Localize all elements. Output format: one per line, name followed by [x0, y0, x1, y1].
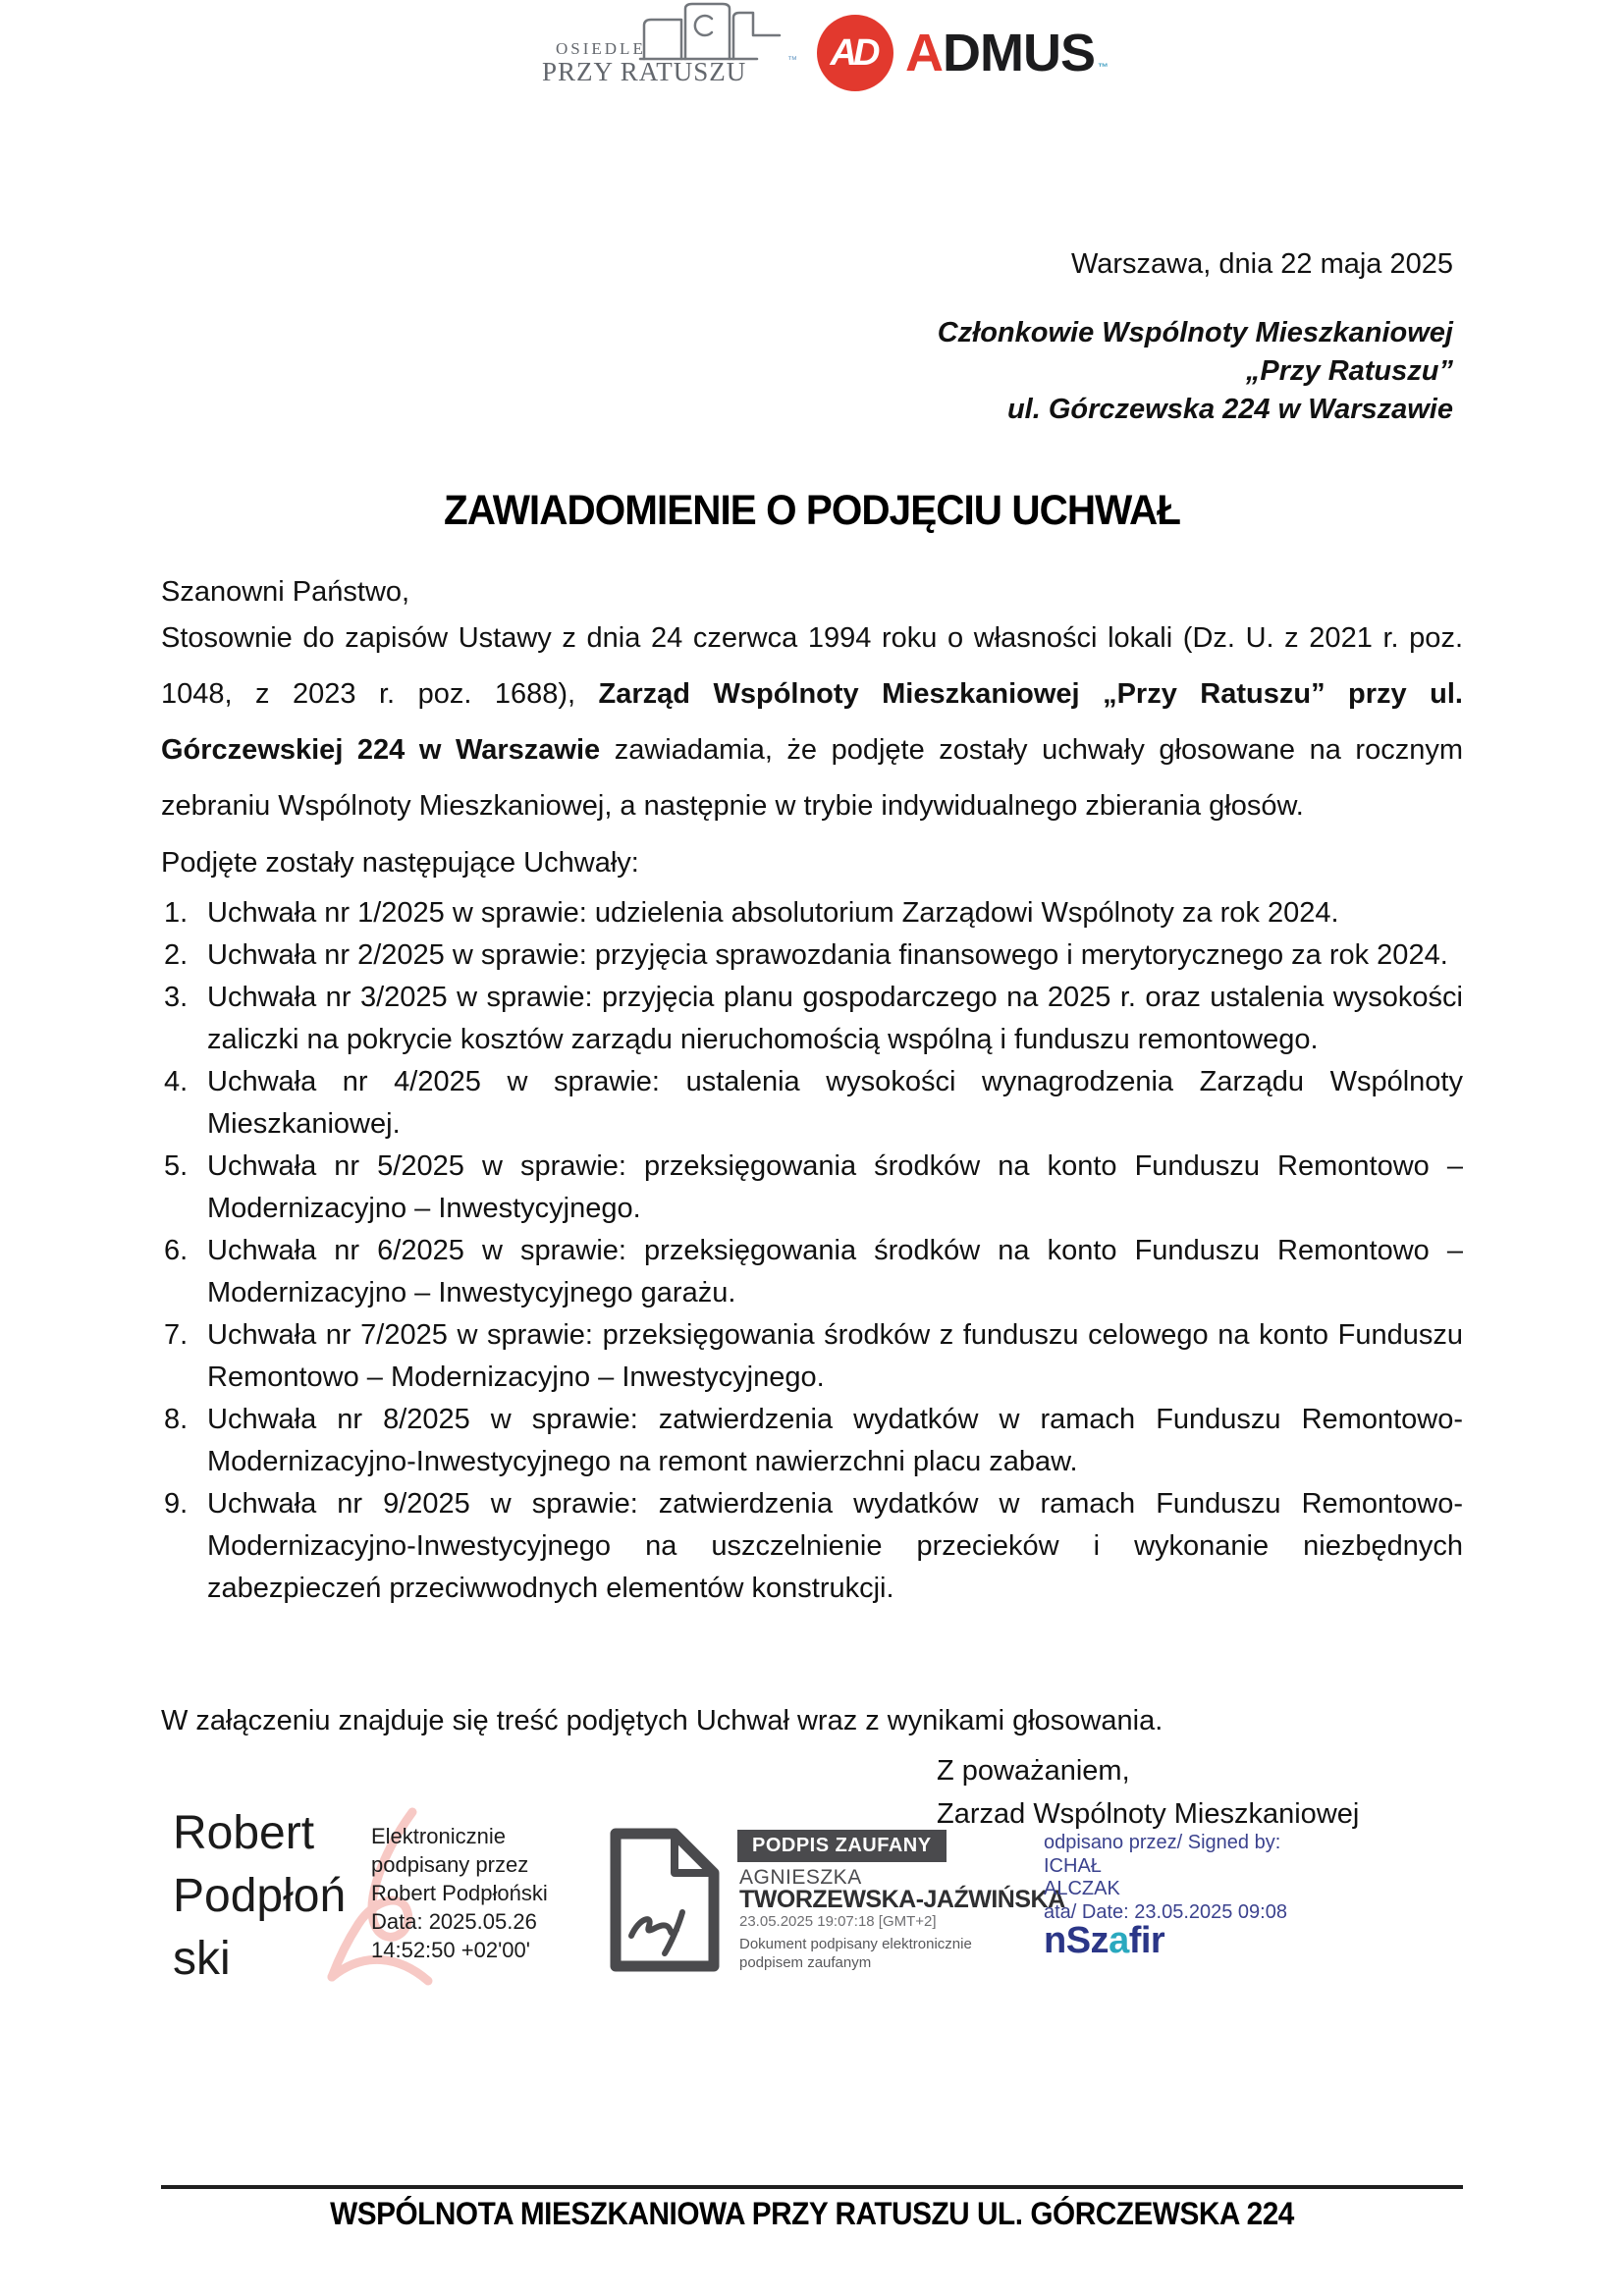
resolution-item: [161, 1230, 1463, 1314]
intro-text: Stosownie do zapisów Ustawy z dnia 24 czerwca 1994 roku o własności lokali (Dz. U. z 2021 r. poz. 1048, z 2023 r. poz. 1688),: [161, 622, 1463, 710]
szafir-signature-block: [1044, 1832, 1287, 1961]
osiedle-logo-line1: OSIEDLE: [556, 39, 646, 58]
resolution-number: 4.: [164, 1066, 189, 1097]
admus-wordmark-a: A: [905, 24, 943, 82]
szafir-logo: nSzafir: [1044, 1920, 1165, 1961]
addressee-block: [938, 314, 1453, 429]
closing-note: W załączeniu znajduje się treść podjętych Uchwał wraz z wynikami głosowania.: [161, 1705, 1163, 1736]
adobe-signature-detail-line: 14:52:50 +02'00': [371, 1938, 530, 1962]
building-clock-icon: [624, 2, 782, 63]
zaufany-last-name: TWORZEWSKA-JAŹWIŃSKA: [739, 1886, 1065, 1913]
szafir-name-line: ICHAŁ: [1044, 1854, 1102, 1877]
zaufany-note: Dokument podpisany elektronicznie podpisem zaufanym: [739, 1936, 972, 1971]
resolution-item: [161, 1399, 1463, 1483]
resolution-text: Uchwała nr 3/2025 w sprawie: przyjęcia planu gospodarczego na 2025 r. oraz ustalenia wysokości zaliczki na pokrycie kosztów zarządu nieruchomością wspólną i funduszu remontowego.: [207, 982, 1463, 1055]
resolution-item: [161, 1061, 1463, 1146]
resolution-item: [161, 977, 1463, 1061]
addressee-line: „Przy Ratuszu”: [1245, 355, 1453, 387]
resolution-text: Uchwała nr 8/2025 w sprawie: zatwierdzenia wydatków w ramach Funduszu Remontowo-Modernizacyjno-Inwestycyjnego na remont nawierzchni placu zabaw.: [207, 1404, 1463, 1477]
resolution-item: [161, 1314, 1463, 1399]
resolution-number: 7.: [164, 1319, 189, 1351]
resolution-text: Uchwała nr 9/2025 w sprawie: zatwierdzenia wydatków w ramach Funduszu Remontowo-Modernizacyjno-Inwestycyjnego na uszczelnienie przecieków i wykonanie niezbędnych zabezpieczeń przeciwwodnych elementów konstrukcji.: [207, 1488, 1463, 1604]
adobe-signature-name-line: ski: [173, 1933, 231, 1985]
szafir-signed-by-line: odpisano przez/ Signed by:: [1044, 1832, 1281, 1853]
adobe-signature-name-line: Podpłoń: [173, 1870, 347, 1922]
resolution-number: 6.: [164, 1235, 189, 1266]
adobe-signature-details: [371, 1822, 548, 1964]
osiedle-przy-ratuszu-logo: [542, 0, 797, 93]
szafir-date-line: ata/ Date: 23.05.2025 09:08: [1044, 1900, 1287, 1923]
resolution-item: [161, 934, 1463, 977]
resolution-item: [161, 892, 1463, 934]
resolution-item: [161, 1146, 1463, 1230]
admus-monogram-icon: AD: [817, 15, 893, 91]
resolution-item: [161, 1483, 1463, 1610]
closing-block: [937, 1749, 1359, 1836]
adobe-signature-name-line: Robert: [173, 1807, 315, 1859]
adobe-signature-name: [173, 1802, 346, 1991]
osiedle-logo-trademark: ™: [787, 55, 797, 66]
addressee-line: ul. Górczewska 224 w Warszawie: [1006, 394, 1453, 425]
adobe-signature-detail-line: podpisany przez: [371, 1852, 529, 1877]
admus-wordmark: [905, 23, 1108, 83]
footer-divider: [161, 2185, 1463, 2189]
resolution-number: 8.: [164, 1404, 189, 1435]
closing-signer: Zarzad Wspólnoty Mieszkaniowej: [937, 1798, 1360, 1830]
resolution-text: Uchwała nr 7/2025 w sprawie: przeksięgowania środków z funduszu celowego na konto Funduszu Remontowo – Modernizacyjno – Inwestycyjnego.: [207, 1319, 1463, 1393]
resolution-number: 9.: [164, 1488, 189, 1520]
intro-bold-text: Zarząd Wspólnoty Mieszkaniowej „Przy Ratuszu” przy ul. Górczewskiej 224 w Warszawie: [161, 678, 1463, 766]
resolution-text: Uchwała nr 5/2025 w sprawie: przeksięgowania środków na konto Funduszu Remontowo – Modernizacyjno – Inwestycyjnego.: [207, 1150, 1463, 1224]
podpis-zaufany-badge: PODPIS ZAUFANY: [737, 1830, 947, 1862]
date-line: Warszawa, dnia 22 maja 2025: [1070, 248, 1453, 280]
admus-wordmark-rest: DMUS: [943, 24, 1095, 82]
admus-logo: [817, 14, 1108, 92]
resolution-number: 2.: [164, 939, 189, 971]
adobe-signature-detail-line: Data: 2025.05.26: [371, 1909, 537, 1934]
osiedle-logo-line2: PRZY RATUSZU: [542, 57, 747, 86]
closing-regards: Z poważaniem,: [937, 1755, 1130, 1787]
salutation: Szanowni Państwo,: [161, 576, 410, 608]
footer-text: WSPÓLNOTA MIESZKANIOWA PRZY RATUSZU UL. GÓRCZEWSKA 224: [330, 2196, 1294, 2231]
signed-document-icon: [610, 1828, 720, 1972]
resolution-number: 5.: [164, 1150, 189, 1182]
adobe-signature-detail-line: Elektronicznie: [371, 1824, 506, 1848]
intro-paragraph: [161, 611, 1463, 834]
resolution-text: Uchwała nr 2/2025 w sprawie: przyjęcia sprawozdania finansowego i merytorycznego za rok 2024.: [207, 939, 1448, 971]
list-intro: Podjęte zostały następujące Uchwały:: [161, 847, 639, 879]
resolution-text: Uchwała nr 4/2025 w sprawie: ustalenia wysokości wynagrodzenia Zarządu Wspólnoty Mieszkaniowej.: [207, 1066, 1463, 1140]
resolution-text: Uchwała nr 1/2025 w sprawie: udzielenia absolutorium Zarządowi Wspólnoty za rok 2024.: [207, 897, 1339, 929]
zaufany-first-name: AGNIESZKA: [739, 1866, 862, 1889]
resolutions-list: [161, 892, 1463, 1610]
intro-text: zawiadamia, że podjęte zostały uchwały głosowane na rocznym zebraniu Wspólnoty Mieszkaniowej, a następnie w trybie indywidualnego zbierania głosów.: [161, 734, 1463, 822]
resolution-number: 3.: [164, 982, 189, 1013]
resolution-number: 1.: [164, 897, 189, 929]
addressee-line: Członkowie Wspólnoty Mieszkaniowej: [937, 317, 1453, 348]
document-title: ZAWIADOMIENIE O PODJĘCIU UCHWAŁ: [443, 487, 1181, 534]
admus-trademark: ™: [1098, 62, 1108, 74]
resolution-text: Uchwała nr 6/2025 w sprawie: przeksięgowania środków na konto Funduszu Remontowo – Modernizacyjno – Inwestycyjnego garażu.: [207, 1235, 1463, 1308]
szafir-name-line: ALCZAK: [1044, 1878, 1120, 1899]
adobe-signature-detail-line: Robert Podpłoński: [371, 1881, 548, 1905]
zaufany-timestamp: 23.05.2025 19:07:18 [GMT+2]: [739, 1913, 937, 1930]
